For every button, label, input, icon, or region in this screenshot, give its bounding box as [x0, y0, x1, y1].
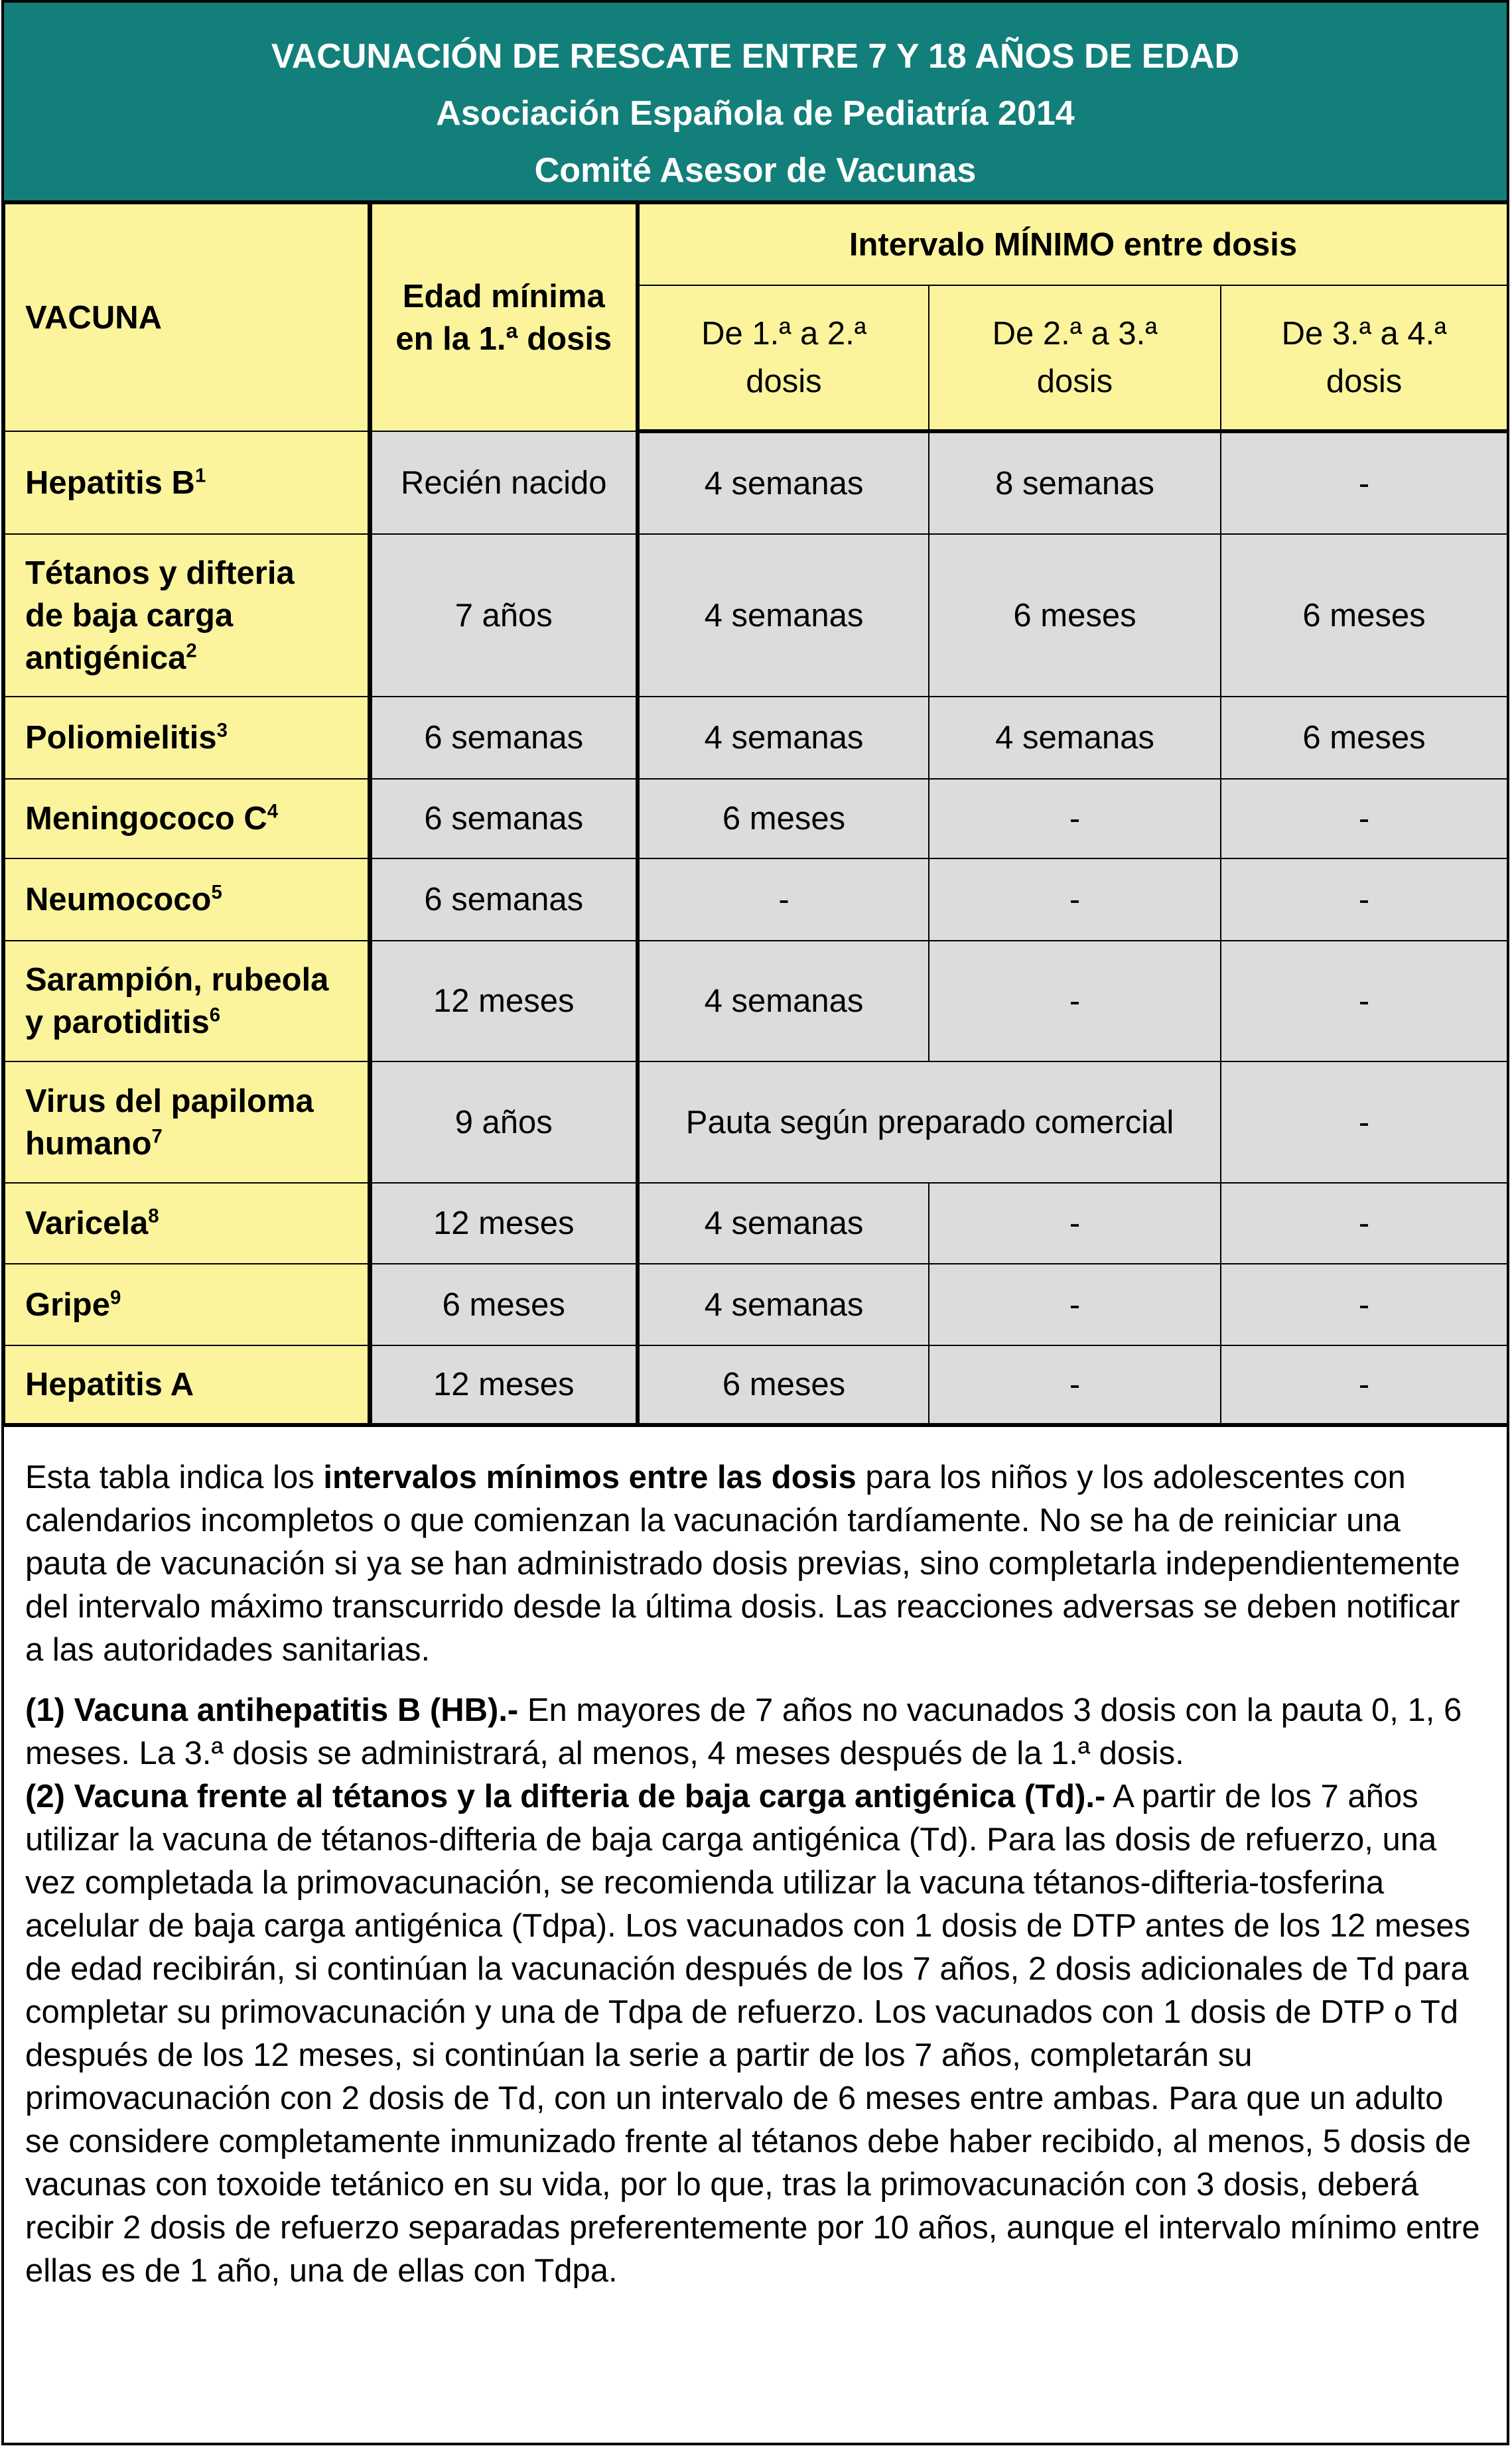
vaccine-name-line1: Virus del papiloma [25, 1083, 314, 1119]
table-row [5, 1264, 1507, 1345]
interval-d34-cell: - [1221, 1264, 1507, 1345]
vaccine-name [5, 779, 370, 858]
vaccine-name-text: Gripe [25, 1286, 110, 1323]
interval-d23-cell: 8 semanas [929, 431, 1221, 534]
vaccine-name-text: Meningococo C [25, 801, 267, 837]
interval-d23-cell: - [929, 1183, 1221, 1264]
d34-header-text: De 3.ª a 4.ª [1281, 316, 1447, 352]
column-header-edad [370, 204, 638, 431]
edad-header-line1: Edad mínima [402, 278, 605, 314]
vaccine-name-line2: y parotiditis [25, 1004, 210, 1040]
intro-paragraph [25, 1456, 1485, 1672]
d12-header-dosis: dosis [746, 364, 822, 399]
interval-d34-cell: - [1221, 1345, 1507, 1425]
interval-d23-cell: - [929, 1264, 1221, 1345]
vaccine-name [5, 858, 370, 941]
footnote-ref: 5 [211, 881, 222, 904]
vaccine-name [5, 697, 370, 779]
column-header-d34 [1221, 285, 1507, 431]
footnote-ref: 3 [216, 719, 228, 742]
header-banner [4, 3, 1507, 203]
footnote-2-heading: (2) Vacuna frente al tétanos y la difteria de baja carga antigénica (Td).- [25, 1779, 1106, 1814]
table-row [5, 431, 1507, 534]
interval-d12-cell: 4 semanas [638, 1183, 929, 1264]
min-age-cell: 12 meses [370, 1345, 638, 1425]
vaccine-name [5, 1183, 370, 1264]
min-age-cell: 9 años [370, 1061, 638, 1183]
min-age-cell: 6 semanas [370, 697, 638, 779]
interval-d12-cell: 4 semanas [638, 1264, 929, 1345]
column-header-interval-group: Intervalo MÍNIMO entre dosis [638, 204, 1507, 285]
interval-d23-cell: - [929, 779, 1221, 858]
table-row [5, 941, 1507, 1061]
notes-section [4, 1427, 1507, 2293]
footnote-ref: 6 [209, 1004, 221, 1026]
vaccine-name-line1: Tétanos y difteria [25, 555, 295, 591]
vaccine-name-text: Poliomielitis [25, 720, 217, 756]
footnote-ref: 9 [109, 1286, 121, 1309]
column-header-d23 [929, 285, 1221, 431]
interval-d12-cell: 4 semanas [638, 941, 929, 1061]
interval-d34-cell: - [1221, 941, 1507, 1061]
vaccine-name-line3: antigénica [25, 640, 186, 676]
vaccine-name-line2: de baja carga [25, 597, 234, 634]
interval-d12-d23-merged-cell: Pauta según preparado comercial [638, 1061, 1221, 1183]
table-row [5, 1183, 1507, 1264]
edad-header-line2: en la 1.ª dosis [395, 320, 612, 357]
intro-text-bold: intervalos mínimos entre las dosis [323, 1460, 857, 1495]
interval-d12-cell: 4 semanas [638, 534, 929, 697]
d12-header-text: De 1.ª a 2.ª [701, 316, 866, 352]
vaccine-name-text: Varicela [25, 1205, 149, 1241]
vaccine-name [5, 534, 370, 697]
interval-d23-cell: - [929, 858, 1221, 941]
d23-header-text: De 2.ª a 3.ª [992, 316, 1158, 352]
footnote-2-text: A partir de los 7 años utilizar la vacuna de tétanos-difteria de baja carga antigénica (Td). Para las dosis de refuerzo, una vez completada la primovacunación, se recomienda utilizar la vacuna tétanos-difteria-tosferina acelular de baja carga antigénica (Tdpa). Los vacunados con 1 dosis de DTP antes de los 12 meses de edad recibirán, si continúan la vacunación después de los 7 años, 2 dosis adicionales de Td para completar su primovacunación y una de Tdpa de refuerzo. Los vacunados con 1 dosis de DTP o Td después de los 12 meses, si continúan la serie a partir de los 7 años, completarán su primovacunación con 2 dosis de Td, con un intervalo de 6 meses entre ambas. Para que un adulto se considere completamente inmunizado frente al tétanos debe haber recibido, al menos, 5 dosis de vacunas con toxoide tetánico en su vida, por lo que, tras la primovacunación con 3 dosis, deberá recibir 2 dosis de refuerzo separadas preferentemente por 10 años, aunque el intervalo mínimo entre ellas es de 1 año, una de ellas con Tdpa. [25, 1779, 1480, 2289]
interval-d12-cell: 6 meses [638, 779, 929, 858]
table-row [5, 697, 1507, 779]
table-row [5, 1345, 1507, 1425]
interval-d34-cell: 6 meses [1221, 534, 1507, 697]
interval-d23-cell: 6 meses [929, 534, 1221, 697]
interval-d12-cell: 4 semanas [638, 431, 929, 534]
d23-header-dosis: dosis [1036, 364, 1113, 399]
vaccine-name-line1: Sarampión, rubeola [25, 962, 329, 998]
min-age-cell: Recién nacido [370, 431, 638, 534]
column-header-vacuna: VACUNA [5, 204, 370, 431]
vaccination-table [4, 203, 1508, 1427]
footnote-1 [25, 1689, 1485, 1775]
table-row [5, 534, 1507, 697]
footnote-ref: 4 [267, 800, 279, 823]
min-age-cell: 6 semanas [370, 858, 638, 941]
footnote-2 [25, 1775, 1485, 2293]
interval-d12-cell: 6 meses [638, 1345, 929, 1425]
interval-d12-cell: - [638, 858, 929, 941]
d34-header-dosis: dosis [1326, 364, 1403, 399]
column-header-d12 [638, 285, 929, 431]
min-age-cell: 6 semanas [370, 779, 638, 858]
vaccine-name [5, 1264, 370, 1345]
footnote-ref: 8 [148, 1205, 159, 1227]
interval-d34-cell: 6 meses [1221, 697, 1507, 779]
footnote-ref: 7 [151, 1125, 163, 1148]
vaccine-name-text: Neumococo [25, 882, 212, 918]
committee-name: Comité Asesor de Vacunas [534, 151, 977, 190]
document-title: VACUNACIÓN DE RESCATE ENTRE 7 Y 18 AÑOS DE EDAD [271, 37, 1240, 76]
table-row [5, 858, 1507, 941]
min-age-cell: 6 meses [370, 1264, 638, 1345]
interval-d23-cell: 4 semanas [929, 697, 1221, 779]
interval-d23-cell: - [929, 1345, 1221, 1425]
footnote-ref: 2 [186, 640, 197, 662]
vaccine-name-line2: humano [25, 1125, 152, 1162]
interval-d12-cell: 4 semanas [638, 697, 929, 779]
vaccine-name [5, 941, 370, 1061]
intro-text-start: Esta tabla indica los [25, 1460, 324, 1495]
table-row [5, 779, 1507, 858]
table-row [5, 1061, 1507, 1183]
vaccination-document [1, 0, 1509, 2445]
interval-d34-cell: - [1221, 779, 1507, 858]
interval-d34-cell: - [1221, 858, 1507, 941]
table-header-row [5, 204, 1507, 285]
footnote-ref: 1 [194, 464, 206, 487]
min-age-cell: 12 meses [370, 941, 638, 1061]
vaccine-name-text: Hepatitis B [25, 464, 195, 501]
footnote-1-text: En mayores de 7 años no vacunados 3 dosis con la pauta 0, 1, 6 meses. La 3.ª dosis se administrará, al menos, 4 meses después de la 1.ª dosis. [25, 1692, 1462, 1771]
footnote-1-heading: (1) Vacuna antihepatitis B (HB).- [25, 1692, 519, 1728]
min-age-cell: 12 meses [370, 1183, 638, 1264]
intro-text-end: para los niños y los adolescentes con calendarios incompletos o que comienzan la vacunación tardíamente. No se ha de reiniciar una pauta de vacunación si ya se han administrado dosis previas, sino completarla independientemente del intervalo máximo transcurrido desde la última dosis. Las reacciones adversas se deben notificar a las autoridades sanitarias. [25, 1460, 1460, 1668]
organization-name: Asociación Española de Pediatría 2014 [436, 94, 1075, 133]
vaccine-name [5, 431, 370, 534]
interval-d34-cell: - [1221, 431, 1507, 534]
interval-d34-cell: - [1221, 1183, 1507, 1264]
min-age-cell: 7 años [370, 534, 638, 697]
vaccine-name: Hepatitis A [5, 1345, 370, 1425]
vaccine-name [5, 1061, 370, 1183]
interval-d34-cell: - [1221, 1061, 1507, 1183]
interval-d23-cell: - [929, 941, 1221, 1061]
